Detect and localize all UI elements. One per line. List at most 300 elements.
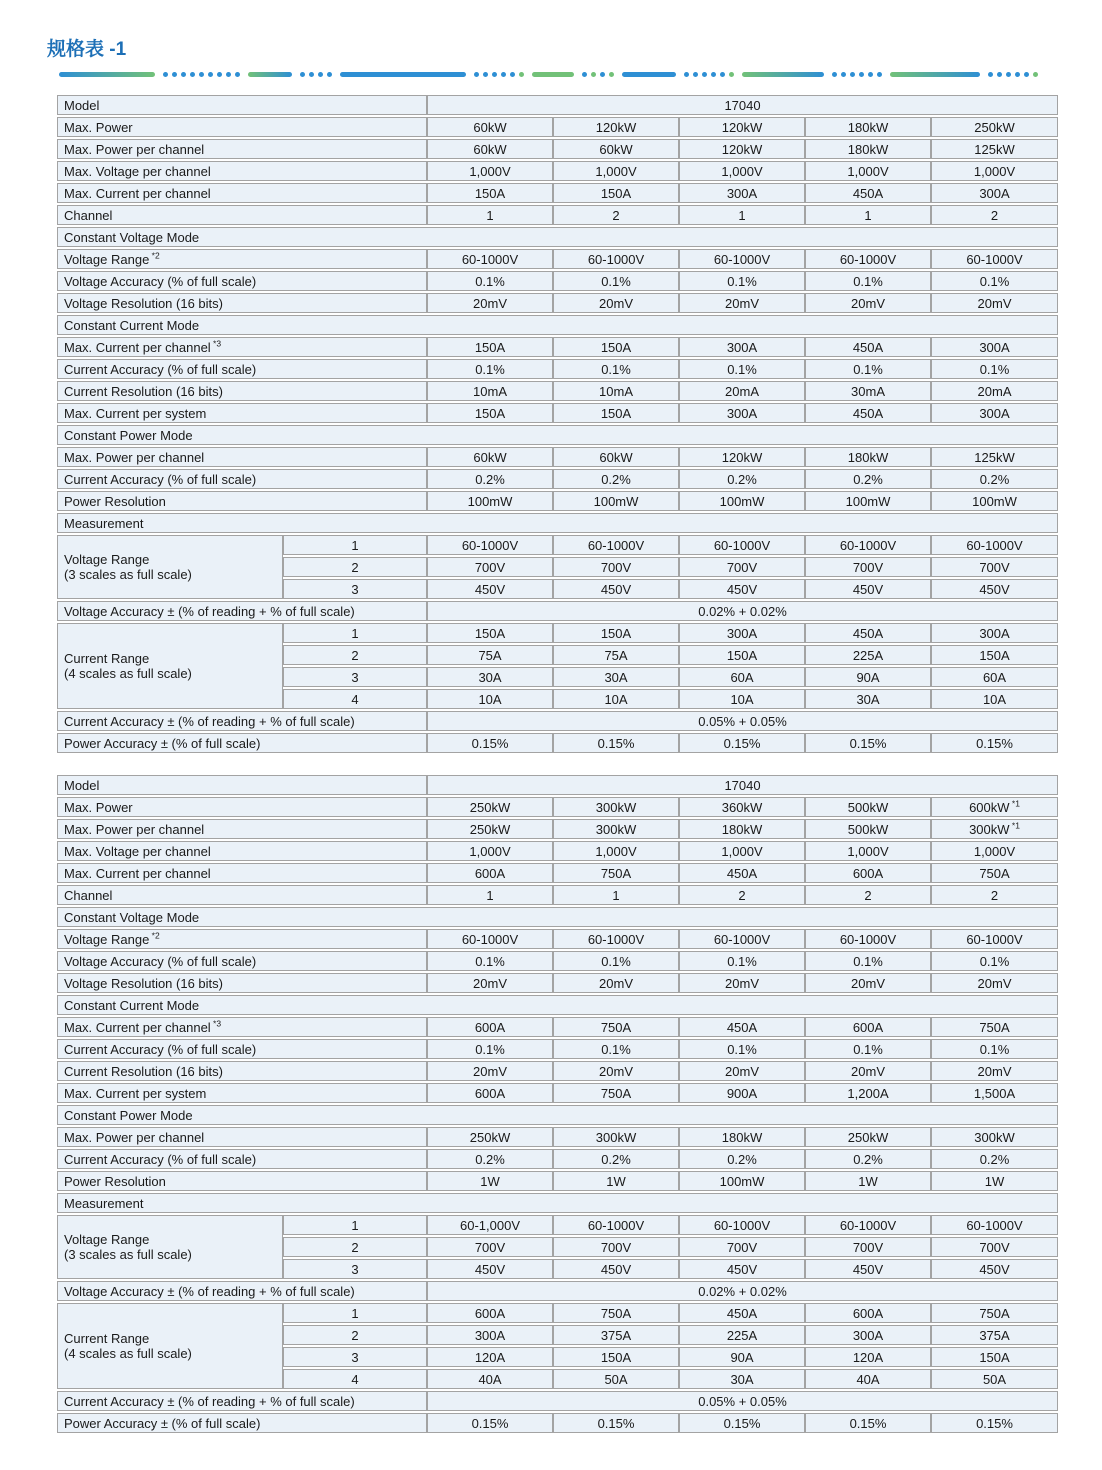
cell-value: 100mW: [805, 491, 931, 511]
table-row: [57, 1171, 1058, 1191]
cell-value: 300A: [931, 623, 1058, 643]
table-row: [57, 973, 1058, 993]
table-row: [57, 1061, 1058, 1081]
table-row: [57, 447, 1058, 467]
cell-value: 1: [679, 205, 805, 225]
section-header: Constant Current Mode: [57, 995, 1058, 1015]
cell-value: 30A: [679, 1369, 805, 1389]
cell-value: 100mW: [679, 491, 805, 511]
cell-value: 600A: [805, 1303, 931, 1323]
table-row: [57, 249, 1058, 269]
table-row: [57, 139, 1058, 159]
table-row: [57, 161, 1058, 181]
cell-value: 0.15%: [679, 733, 805, 753]
cell-value: 20mV: [427, 1061, 553, 1081]
table-row: [57, 271, 1058, 291]
spec-table-2-body: [57, 775, 1058, 1433]
cell-value: 450V: [931, 1259, 1058, 1279]
cell-value: 1,500A: [931, 1083, 1058, 1103]
table-row: [57, 929, 1058, 949]
cell-value: 180kW: [679, 819, 805, 839]
row-label: Voltage Range $^{*2}$: [57, 929, 427, 949]
cell-value: 450V: [679, 579, 805, 599]
cell-value: 50A: [931, 1369, 1058, 1389]
cell-value: 120kW: [553, 117, 679, 137]
cell-value: 750A: [553, 1303, 679, 1323]
table-row: [57, 1215, 1058, 1235]
table-row: [57, 1039, 1058, 1059]
cell-value: 180kW: [805, 447, 931, 467]
cell-value: 600A: [427, 1303, 553, 1323]
table-row: [57, 951, 1058, 971]
row-label: Voltage Resolution (16 bits): [57, 973, 427, 993]
group-label-line1: Current Range: [64, 651, 150, 666]
cell-value: 20mV: [931, 293, 1058, 313]
row-label: Max. Voltage per channel: [57, 161, 427, 181]
cell-value: 60-1000V: [805, 535, 931, 555]
cell-value: 75A: [427, 645, 553, 665]
cell-value: 30A: [553, 667, 679, 687]
cell-value: 700V: [427, 1237, 553, 1257]
cell-value: 0.15%: [931, 1413, 1058, 1433]
cell-value: 250kW: [427, 819, 553, 839]
cell-value: 10mA: [553, 381, 679, 401]
table-row: [57, 469, 1058, 489]
cell-value: 60kW: [553, 447, 679, 467]
divider-dot: [868, 72, 873, 77]
cell-value: 60-1000V: [679, 249, 805, 269]
scale-index: 1: [283, 1303, 427, 1323]
decorative-divider: [55, 71, 1058, 77]
cell-value: 450V: [805, 579, 931, 599]
cell-value: 450V: [931, 579, 1058, 599]
table-row: [57, 359, 1058, 379]
cell-value: 90A: [679, 1347, 805, 1367]
cell-value: 60-1000V: [931, 929, 1058, 949]
table-row: [57, 381, 1058, 401]
cell-value: 1,000V: [427, 161, 553, 181]
cell-value: 300A: [679, 183, 805, 203]
cell-value: 450A: [679, 1017, 805, 1037]
cell-value: 1W: [931, 1171, 1058, 1191]
cell-value: 0.1%: [427, 1039, 553, 1059]
cell-value: 600A: [427, 1083, 553, 1103]
divider-segment: [742, 72, 824, 77]
row-label: Voltage Accuracy (% of full scale): [57, 271, 427, 291]
section-header: Constant Power Mode: [57, 1105, 1058, 1125]
divider-dot: [208, 72, 213, 77]
row-label: [57, 1215, 283, 1279]
table-row: [57, 863, 1058, 883]
divider-dot: [591, 72, 596, 77]
scale-index: 1: [283, 535, 427, 555]
table-row: [57, 733, 1058, 753]
cell-value: 250kW: [427, 1127, 553, 1147]
row-label: [57, 1303, 283, 1389]
scale-index: 4: [283, 689, 427, 709]
cell-value: 700V: [805, 1237, 931, 1257]
cell-value: 10mA: [427, 381, 553, 401]
spec-tables: [57, 93, 1102, 1435]
divider-dot: [327, 72, 332, 77]
divider-dot: [519, 72, 524, 77]
divider-segment: [248, 72, 292, 77]
row-label: Max. Current per system: [57, 403, 427, 423]
row-label: Power Resolution: [57, 491, 427, 511]
cell-value: 1,000V: [427, 841, 553, 861]
divider-segment: [59, 72, 155, 77]
cell-value: 600A: [805, 1017, 931, 1037]
cell-value: 0.1%: [805, 271, 931, 291]
scale-index: 3: [283, 667, 427, 687]
cell-value: 0.15%: [553, 1413, 679, 1433]
table-row: [57, 711, 1058, 731]
cell-value: 2: [805, 885, 931, 905]
cell-value: 150A: [679, 645, 805, 665]
cell-value: 60kW: [553, 139, 679, 159]
divider-dot: [181, 72, 186, 77]
table-row: [57, 117, 1058, 137]
cell-value: 0.2%: [427, 469, 553, 489]
footnote-marker: *3: [210, 338, 222, 349]
scale-index: 4: [283, 1369, 427, 1389]
divider-dot: [318, 72, 323, 77]
row-label: Power Accuracy ± (% of full scale): [57, 1413, 427, 1433]
cell-value: 60kW: [427, 447, 553, 467]
section-header: Measurement: [57, 513, 1058, 533]
cell-value: 0.2%: [427, 1149, 553, 1169]
cell-value: 60-1000V: [427, 929, 553, 949]
cell-value: 60-1000V: [553, 1215, 679, 1235]
divider-dot: [997, 72, 1002, 77]
table-row: [57, 601, 1058, 621]
cell-value: 450V: [427, 1259, 553, 1279]
divider-dot: [582, 72, 587, 77]
cell-value: 20mV: [427, 973, 553, 993]
group-label-line2: (3 scales as full scale): [64, 1247, 192, 1262]
cell-value: 2: [931, 885, 1058, 905]
cell-value: 300kW: [553, 1127, 679, 1147]
row-label: Voltage Accuracy ± (% of reading + % of full scale): [57, 601, 427, 621]
cell-value: 1,000V: [553, 161, 679, 181]
divider-dot: [1024, 72, 1029, 77]
divider-dot: [1033, 72, 1038, 77]
footnote-marker: *1: [1009, 798, 1020, 809]
footnote-marker: *1: [1009, 820, 1020, 831]
cell-value: 300A: [679, 623, 805, 643]
divider-dot: [711, 72, 716, 77]
cell-value: 1: [427, 205, 553, 225]
divider-dot: [163, 72, 168, 77]
table-row: [57, 841, 1058, 861]
divider-dot: [1006, 72, 1011, 77]
cell-value: 20mV: [679, 973, 805, 993]
spec-table-2: [57, 773, 1058, 1435]
cell-value: 125kW: [931, 447, 1058, 467]
cell-value: 300kW: [553, 819, 679, 839]
row-label: Voltage Accuracy ± (% of reading + % of full scale): [57, 1281, 427, 1301]
divider-dot: [226, 72, 231, 77]
cell-value: 700V: [931, 1237, 1058, 1257]
row-label: Max. Current per channel: [57, 183, 427, 203]
section-header: Constant Voltage Mode: [57, 907, 1058, 927]
cell-value: 40A: [805, 1369, 931, 1389]
cell-value: 2: [931, 205, 1058, 225]
cell-value: 0.15%: [553, 733, 679, 753]
cell-value: 750A: [553, 1017, 679, 1037]
table-row: [57, 995, 1058, 1015]
cell-value: 150A: [427, 623, 553, 643]
cell-value: 20mV: [931, 973, 1058, 993]
cell-value: 700V: [427, 557, 553, 577]
merged-value: 0.05% + 0.05%: [427, 1391, 1058, 1411]
cell-value: 300A: [931, 337, 1058, 357]
cell-value: 1,000V: [805, 841, 931, 861]
cell-value: 750A: [931, 1017, 1058, 1037]
section-header: Constant Voltage Mode: [57, 227, 1058, 247]
row-label: Max. Current per channel $^{*3}$: [57, 1017, 427, 1037]
cell-value: 75A: [553, 645, 679, 665]
cell-value: 150A: [553, 183, 679, 203]
cell-value: 300A: [805, 1325, 931, 1345]
group-label-line1: Voltage Range: [64, 1232, 150, 1247]
row-label: Current Resolution (16 bits): [57, 1061, 427, 1081]
cell-value: 450A: [805, 623, 931, 643]
cell-value: 60-1000V: [805, 1215, 931, 1235]
cell-value: 180kW: [805, 139, 931, 159]
cell-value: 150A: [427, 183, 553, 203]
cell-value: 0.2%: [679, 1149, 805, 1169]
scale-index: 2: [283, 1237, 427, 1257]
model-label: Model: [57, 775, 427, 795]
cell-value: 50A: [553, 1369, 679, 1389]
cell-value: 60-1000V: [679, 535, 805, 555]
cell-value: 20mV: [805, 293, 931, 313]
cell-value: 0.1%: [679, 1039, 805, 1059]
cell-value: 0.1%: [805, 951, 931, 971]
footnote-marker: *2: [149, 930, 160, 941]
cell-value: 60-1000V: [805, 929, 931, 949]
table-row: [57, 337, 1058, 357]
section-header: Constant Power Mode: [57, 425, 1058, 445]
cell-value: 0.1%: [805, 1039, 931, 1059]
cell-value: 600A: [427, 1017, 553, 1037]
cell-value: 250kW: [805, 1127, 931, 1147]
cell-value: 0.2%: [553, 1149, 679, 1169]
row-label: [57, 535, 283, 599]
cell-value: 450A: [805, 337, 931, 357]
cell-value: 500kW: [805, 797, 931, 817]
cell-value: 450A: [679, 863, 805, 883]
cell-value: 1W: [805, 1171, 931, 1191]
cell-value: 125kW: [931, 139, 1058, 159]
cell-value: 900A: [679, 1083, 805, 1103]
cell-value: 0.15%: [931, 733, 1058, 753]
merged-value: 0.02% + 0.02%: [427, 601, 1058, 621]
scale-index: 1: [283, 623, 427, 643]
spec-table-1: [57, 93, 1058, 755]
cell-value: 0.15%: [427, 733, 553, 753]
row-label: Current Accuracy ± (% of reading + % of full scale): [57, 1391, 427, 1411]
row-label: Max. Power per channel: [57, 819, 427, 839]
row-label: Current Accuracy (% of full scale): [57, 359, 427, 379]
cell-value: 0.1%: [427, 951, 553, 971]
cell-value: 0.1%: [931, 1039, 1058, 1059]
row-label: Current Accuracy (% of full scale): [57, 469, 427, 489]
scale-index: 3: [283, 1259, 427, 1279]
cell-value: 150A: [553, 623, 679, 643]
table-row: [57, 1303, 1058, 1323]
divider-dot: [199, 72, 204, 77]
cell-value: 20mV: [805, 973, 931, 993]
table-row: [57, 293, 1058, 313]
cell-value: 100mW: [931, 491, 1058, 511]
cell-value: 40A: [427, 1369, 553, 1389]
cell-value: 700V: [679, 557, 805, 577]
cell-value: 750A: [553, 863, 679, 883]
cell-value: 0.1%: [931, 951, 1058, 971]
cell-value: 375A: [931, 1325, 1058, 1345]
cell-value: 0.15%: [679, 1413, 805, 1433]
cell-value: 700V: [553, 557, 679, 577]
cell-value: 300A: [679, 337, 805, 357]
group-label-line2: (4 scales as full scale): [64, 1346, 192, 1361]
cell-value: 600kW $^{*1}$: [931, 797, 1058, 817]
divider-dot: [850, 72, 855, 77]
cell-value: 120A: [427, 1347, 553, 1367]
cell-value: 120A: [805, 1347, 931, 1367]
cell-value: 150A: [427, 337, 553, 357]
divider-dot: [693, 72, 698, 77]
row-label: Max. Current per channel $^{*3}$: [57, 337, 427, 357]
cell-value: 300kW $^{*1}$: [931, 819, 1058, 839]
cell-value: 180kW: [805, 117, 931, 137]
row-label: Channel: [57, 205, 427, 225]
cell-value: 700V: [805, 557, 931, 577]
row-label: Max. Power per channel: [57, 1127, 427, 1147]
cell-value: 0.1%: [427, 271, 553, 291]
cell-value: 30A: [805, 689, 931, 709]
table-row: [57, 1193, 1058, 1213]
cell-value: 450A: [679, 1303, 805, 1323]
cell-value: 20mV: [553, 293, 679, 313]
cell-value: 0.1%: [679, 271, 805, 291]
merged-value: 0.05% + 0.05%: [427, 711, 1058, 731]
table-row: [57, 425, 1058, 445]
cell-value: 300A: [931, 403, 1058, 423]
cell-value: 120kW: [679, 447, 805, 467]
cell-value: 20mV: [553, 1061, 679, 1081]
cell-value: 180kW: [679, 1127, 805, 1147]
cell-value: 1W: [427, 1171, 553, 1191]
divider-dot: [600, 72, 605, 77]
cell-value: 0.1%: [679, 359, 805, 379]
cell-value: 0.1%: [553, 1039, 679, 1059]
cell-value: 120kW: [679, 139, 805, 159]
model-value: 17040: [427, 95, 1058, 115]
divider-dot: [483, 72, 488, 77]
row-label: Power Resolution: [57, 1171, 427, 1191]
cell-value: 60-1000V: [427, 249, 553, 269]
divider-dot: [988, 72, 993, 77]
table-row: [57, 205, 1058, 225]
table-row: [57, 775, 1058, 795]
cell-value: 250kW: [931, 117, 1058, 137]
cell-value: 20mV: [427, 293, 553, 313]
cell-value: 60-1,000V: [427, 1215, 553, 1235]
scale-index: 2: [283, 1325, 427, 1345]
table-row: [57, 227, 1058, 247]
cell-value: 150A: [553, 337, 679, 357]
cell-value: 0.1%: [931, 359, 1058, 379]
cell-value: 300kW: [553, 797, 679, 817]
divider-dot: [172, 72, 177, 77]
cell-value: 0.15%: [805, 733, 931, 753]
group-label-line1: Current Range: [64, 1331, 150, 1346]
cell-value: 10A: [427, 689, 553, 709]
group-label-line2: (3 scales as full scale): [64, 567, 192, 582]
cell-value: 1,000V: [931, 841, 1058, 861]
section-header: Measurement: [57, 1193, 1058, 1213]
cell-value: 60-1000V: [679, 1215, 805, 1235]
section-header: Constant Current Mode: [57, 315, 1058, 335]
cell-value: 60-1000V: [553, 535, 679, 555]
cell-value: 0.1%: [427, 359, 553, 379]
divider-dot: [1015, 72, 1020, 77]
divider-dot: [609, 72, 614, 77]
cell-value: 120kW: [679, 117, 805, 137]
row-label: Channel: [57, 885, 427, 905]
cell-value: 750A: [553, 1083, 679, 1103]
footnote-marker: *3: [210, 1018, 222, 1029]
row-label: Max. Voltage per channel: [57, 841, 427, 861]
row-label: Voltage Resolution (16 bits): [57, 293, 427, 313]
table-row: [57, 907, 1058, 927]
cell-value: 20mV: [931, 1061, 1058, 1081]
cell-value: 450V: [427, 579, 553, 599]
divider-dot: [859, 72, 864, 77]
divider-segment: [890, 72, 980, 77]
scale-index: 3: [283, 1347, 427, 1367]
divider-dot: [720, 72, 725, 77]
cell-value: 60A: [679, 667, 805, 687]
cell-value: 60-1000V: [931, 249, 1058, 269]
table-row: [57, 1105, 1058, 1125]
divider-dot: [841, 72, 846, 77]
cell-value: 10A: [553, 689, 679, 709]
cell-value: 2: [679, 885, 805, 905]
table-row: [57, 183, 1058, 203]
cell-value: 60-1000V: [805, 249, 931, 269]
cell-value: 450V: [679, 1259, 805, 1279]
table-row: [57, 1017, 1058, 1037]
divider-dot: [309, 72, 314, 77]
cell-value: 1W: [553, 1171, 679, 1191]
cell-value: 0.2%: [805, 1149, 931, 1169]
cell-value: 700V: [931, 557, 1058, 577]
cell-value: 250kW: [427, 797, 553, 817]
row-label: Max. Power per channel: [57, 139, 427, 159]
cell-value: 150A: [553, 403, 679, 423]
row-label: Voltage Accuracy (% of full scale): [57, 951, 427, 971]
divider-dot: [729, 72, 734, 77]
cell-value: 10A: [931, 689, 1058, 709]
divider-dot: [190, 72, 195, 77]
cell-value: 450V: [553, 1259, 679, 1279]
cell-value: 0.2%: [805, 469, 931, 489]
cell-value: 0.1%: [553, 951, 679, 971]
cell-value: 60-1000V: [931, 1215, 1058, 1235]
